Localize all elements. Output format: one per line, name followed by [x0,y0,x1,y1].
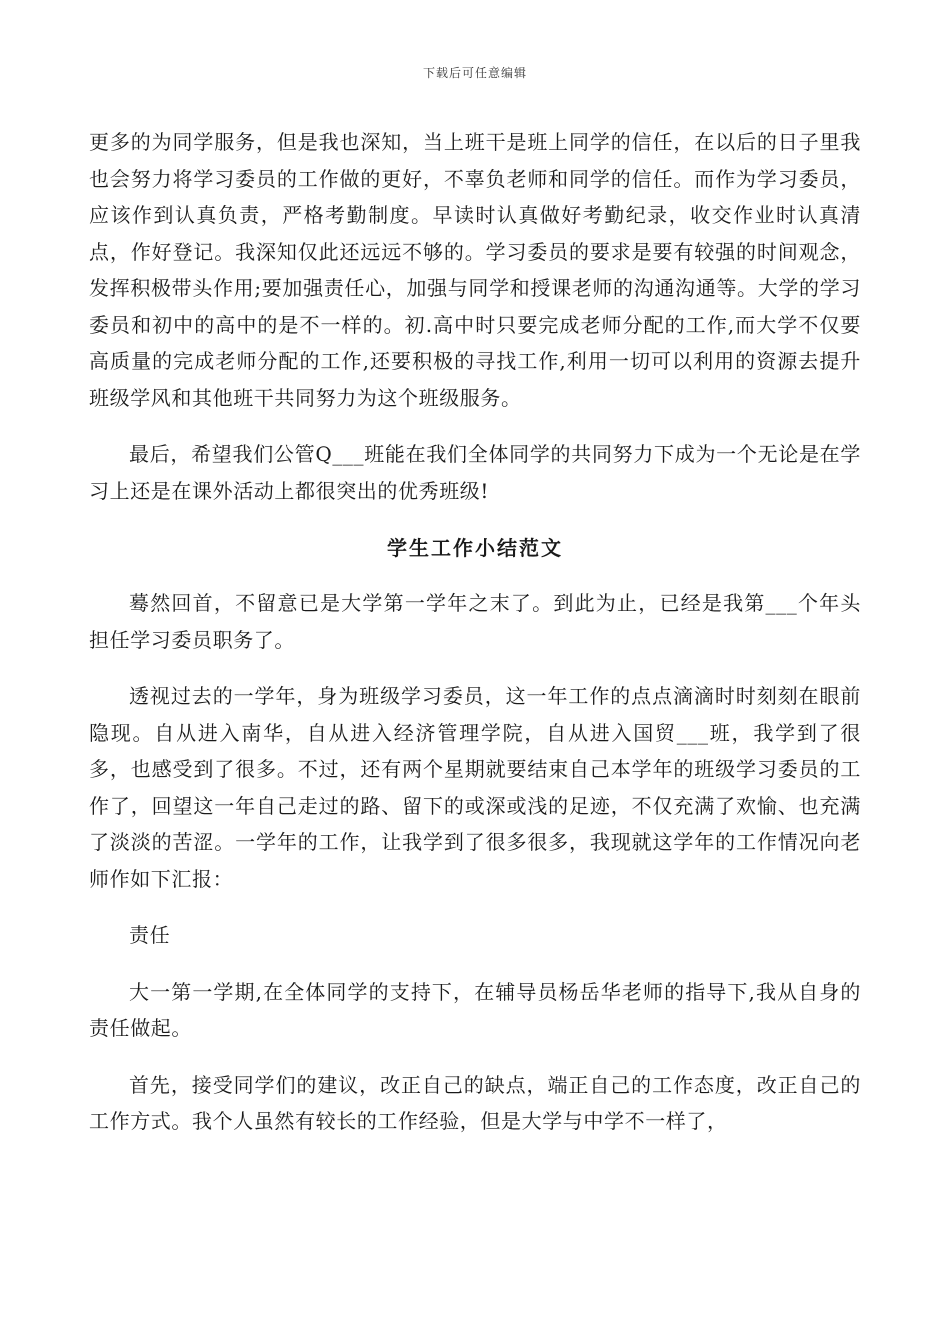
subheading-responsibility: 责任 [129,923,171,947]
paragraph-continuation: 更多的为同学服务，但是我也深知，当上班干是班上同学的信任，在以后的日子里我也会努力将学习委员的工作做的更好，不辜负老师和同学的信任。而作为学习委员，应该作到认真负责，严格考勤制度。早读时认真做好考勤纪录，收交作业时认真清点，作好登记。我深知仅此还远远不够的。学习委员的要求是要有较强的时间观念，发挥积极带头作用;要加强责任心，加强与同学和授课老师的沟通沟通等。大学的学习委员和初中的高中的是不一样的。初.高中时只要完成老师分配的工作,而大学不仅要高质量的完成老师分配的工作,还要积极的寻找工作,利用一切可以利用的资源去提升班级学风和其他班干共同努力为这个班级服务。 [89,130,861,410]
paragraph-first-point: 首先，接受同学们的建议，改正自己的缺点，端正自己的工作态度，改正自己的工作方式。我个人虽然有较长的工作经验，但是大学与中学不一样了， [89,1072,861,1133]
paragraph-first-semester: 大一第一学期,在全体同学的支持下，在辅导员杨岳华老师的指导下,我从自身的责任做起。 [89,979,861,1040]
paragraph-closing-wish: 最后，希望我们公管Q___班能在我们全体同学的共同努力下成为一个无论是在学习上还是在课外活动上都很突出的优秀班级! [89,442,861,503]
paragraph-year-review: 透视过去的一学年，身为班级学习委员，这一年工作的点点滴滴时时刻刻在眼前隐现。自从进入南华，自从进入经济管理学院，自从进入国贸___班，我学到了很多，也感受到了很多。不过，还有两个星期就要结束自己本学年的班级学习委员的工作了，回望这一年自己走过的路、留下的或深或浅的足迹，不仅充满了欢愉、也充满了淡淡的苦涩。一学年的工作，让我学到了很多很多，我现就这学年的工作情况向老师作如下汇报： [89,684,861,891]
page-header-note: 下载后可任意编辑 [422,66,527,80]
section-title: 学生工作小结范文 [387,536,563,560]
document-body [89,124,861,1140]
paragraph-looking-back: 蓦然回首，不留意已是大学第一学年之末了。到此为止，已经是我第___个年头担任学习委员职务了。 [89,591,861,652]
